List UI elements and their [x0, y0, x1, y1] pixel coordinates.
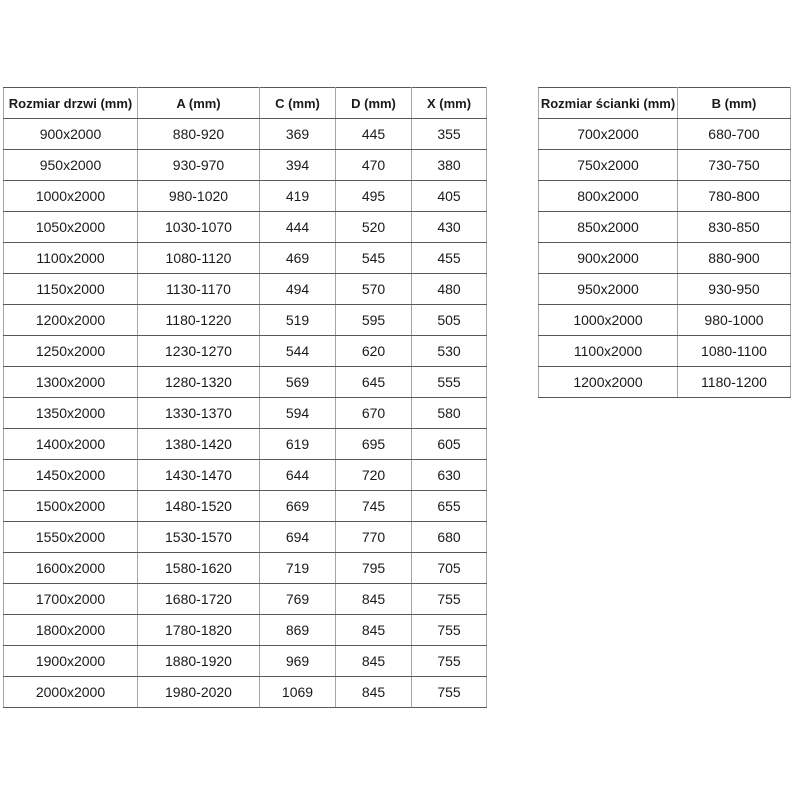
- table-cell: 845: [336, 615, 412, 646]
- table-cell: 630: [412, 460, 487, 491]
- table-cell: 495: [336, 181, 412, 212]
- table-cell: 845: [336, 677, 412, 708]
- table-row: [4, 150, 487, 181]
- table-row: [4, 119, 487, 150]
- door-size-table: [3, 87, 487, 708]
- table-cell: 380: [412, 150, 487, 181]
- table-header-cell: Rozmiar drzwi (mm): [4, 88, 138, 119]
- table-cell: 1680-1720: [138, 584, 260, 615]
- table-cell: 419: [260, 181, 336, 212]
- table-row: [4, 584, 487, 615]
- table-cell: 930-970: [138, 150, 260, 181]
- table-row: [4, 336, 487, 367]
- table-cell: 745: [336, 491, 412, 522]
- table-cell: 1580-1620: [138, 553, 260, 584]
- table-cell: 1150x2000: [4, 274, 138, 305]
- table-cell: 1880-1920: [138, 646, 260, 677]
- table-cell: 845: [336, 584, 412, 615]
- table-cell: 1780-1820: [138, 615, 260, 646]
- table-cell: 680-700: [678, 119, 791, 150]
- table-cell: 1330-1370: [138, 398, 260, 429]
- table-cell: 1350x2000: [4, 398, 138, 429]
- table-cell: 705: [412, 553, 487, 584]
- table-cell: 1380-1420: [138, 429, 260, 460]
- table-cell: 1700x2000: [4, 584, 138, 615]
- table-cell: 1980-2020: [138, 677, 260, 708]
- table-cell: 755: [412, 646, 487, 677]
- table-cell: 750x2000: [539, 150, 678, 181]
- table-cell: 1530-1570: [138, 522, 260, 553]
- table-cell: 1450x2000: [4, 460, 138, 491]
- table-row: [539, 243, 791, 274]
- table-cell: 519: [260, 305, 336, 336]
- table-cell: 1069: [260, 677, 336, 708]
- wall-size-table: [538, 87, 791, 398]
- table-cell: 950x2000: [4, 150, 138, 181]
- table-cell: 980-1000: [678, 305, 791, 336]
- table-cell: 620: [336, 336, 412, 367]
- table-cell: 445: [336, 119, 412, 150]
- table-header-row: [4, 88, 487, 119]
- table-cell: 770: [336, 522, 412, 553]
- table-row: [4, 677, 487, 708]
- table-cell: 730-750: [678, 150, 791, 181]
- table-cell: 545: [336, 243, 412, 274]
- table-cell: 655: [412, 491, 487, 522]
- table-cell: 1050x2000: [4, 212, 138, 243]
- table-cell: 755: [412, 584, 487, 615]
- table-header-cell: A (mm): [138, 88, 260, 119]
- table-cell: 605: [412, 429, 487, 460]
- table-cell: 930-950: [678, 274, 791, 305]
- table-cell: 700x2000: [539, 119, 678, 150]
- table-header-cell: X (mm): [412, 88, 487, 119]
- table-cell: 580: [412, 398, 487, 429]
- table-row: [539, 274, 791, 305]
- table-cell: 444: [260, 212, 336, 243]
- table-cell: 1100x2000: [4, 243, 138, 274]
- table-row: [4, 305, 487, 336]
- table-cell: 619: [260, 429, 336, 460]
- table-row: [4, 429, 487, 460]
- table-cell: 1000x2000: [4, 181, 138, 212]
- table-cell: 845: [336, 646, 412, 677]
- table-cell: 880-920: [138, 119, 260, 150]
- table-row: [4, 367, 487, 398]
- table-cell: 555: [412, 367, 487, 398]
- table-cell: 1600x2000: [4, 553, 138, 584]
- table-cell: 694: [260, 522, 336, 553]
- table-cell: 1100x2000: [539, 336, 678, 367]
- table-cell: 1550x2000: [4, 522, 138, 553]
- table-row: [4, 553, 487, 584]
- table-cell: 1800x2000: [4, 615, 138, 646]
- table-cell: 1080-1100: [678, 336, 791, 367]
- table-cell: 470: [336, 150, 412, 181]
- table-cell: 1080-1120: [138, 243, 260, 274]
- table-header-cell: B (mm): [678, 88, 791, 119]
- table-cell: 880-900: [678, 243, 791, 274]
- table-cell: 1180-1200: [678, 367, 791, 398]
- table-cell: 969: [260, 646, 336, 677]
- table-cell: 720: [336, 460, 412, 491]
- table-cell: 795: [336, 553, 412, 584]
- table-cell: 505: [412, 305, 487, 336]
- table-row: [4, 274, 487, 305]
- table-cell: 594: [260, 398, 336, 429]
- table-cell: 869: [260, 615, 336, 646]
- table-row: [539, 212, 791, 243]
- table-cell: 569: [260, 367, 336, 398]
- table-row: [539, 367, 791, 398]
- table-cell: 394: [260, 150, 336, 181]
- table-header-cell: Rozmiar ścianki (mm): [539, 88, 678, 119]
- table-row: [4, 615, 487, 646]
- table-header-cell: D (mm): [336, 88, 412, 119]
- table-row: [4, 398, 487, 429]
- table-row: [4, 181, 487, 212]
- table-row: [4, 491, 487, 522]
- table-cell: 1230-1270: [138, 336, 260, 367]
- table-row: [4, 646, 487, 677]
- table-cell: 980-1020: [138, 181, 260, 212]
- table-cell: 1000x2000: [539, 305, 678, 336]
- table-cell: 670: [336, 398, 412, 429]
- table-cell: 645: [336, 367, 412, 398]
- table-cell: 1430-1470: [138, 460, 260, 491]
- table-cell: 769: [260, 584, 336, 615]
- table-cell: 570: [336, 274, 412, 305]
- table-cell: 544: [260, 336, 336, 367]
- table-cell: 530: [412, 336, 487, 367]
- table-cell: 780-800: [678, 181, 791, 212]
- table-row: [4, 460, 487, 491]
- table-cell: 900x2000: [4, 119, 138, 150]
- table-cell: 469: [260, 243, 336, 274]
- table-row: [539, 305, 791, 336]
- table-row: [4, 212, 487, 243]
- table-header-row: [539, 88, 791, 119]
- table-cell: 719: [260, 553, 336, 584]
- table-cell: 755: [412, 615, 487, 646]
- table-cell: 900x2000: [539, 243, 678, 274]
- table-cell: 680: [412, 522, 487, 553]
- table-cell: 1030-1070: [138, 212, 260, 243]
- table-row: [539, 119, 791, 150]
- table-row: [4, 243, 487, 274]
- table-cell: 355: [412, 119, 487, 150]
- table-cell: 830-850: [678, 212, 791, 243]
- table-header-cell: C (mm): [260, 88, 336, 119]
- table-cell: 1200x2000: [539, 367, 678, 398]
- table-cell: 455: [412, 243, 487, 274]
- table-cell: 1300x2000: [4, 367, 138, 398]
- table-cell: 800x2000: [539, 181, 678, 212]
- table-cell: 755: [412, 677, 487, 708]
- table-cell: 1180-1220: [138, 305, 260, 336]
- table-cell: 1200x2000: [4, 305, 138, 336]
- table-row: [4, 522, 487, 553]
- table-cell: 494: [260, 274, 336, 305]
- table-cell: 595: [336, 305, 412, 336]
- table-cell: 1250x2000: [4, 336, 138, 367]
- table-cell: 644: [260, 460, 336, 491]
- table-cell: 669: [260, 491, 336, 522]
- table-cell: 950x2000: [539, 274, 678, 305]
- table-cell: 430: [412, 212, 487, 243]
- table-cell: 369: [260, 119, 336, 150]
- table-cell: 1500x2000: [4, 491, 138, 522]
- table-row: [539, 150, 791, 181]
- table-cell: 480: [412, 274, 487, 305]
- table-cell: 1400x2000: [4, 429, 138, 460]
- table-cell: 1130-1170: [138, 274, 260, 305]
- table-cell: 520: [336, 212, 412, 243]
- table-cell: 1280-1320: [138, 367, 260, 398]
- table-cell: 1480-1520: [138, 491, 260, 522]
- table-row: [539, 336, 791, 367]
- table-row: [539, 181, 791, 212]
- table-cell: 695: [336, 429, 412, 460]
- table-cell: 405: [412, 181, 487, 212]
- table-cell: 850x2000: [539, 212, 678, 243]
- table-cell: 2000x2000: [4, 677, 138, 708]
- table-cell: 1900x2000: [4, 646, 138, 677]
